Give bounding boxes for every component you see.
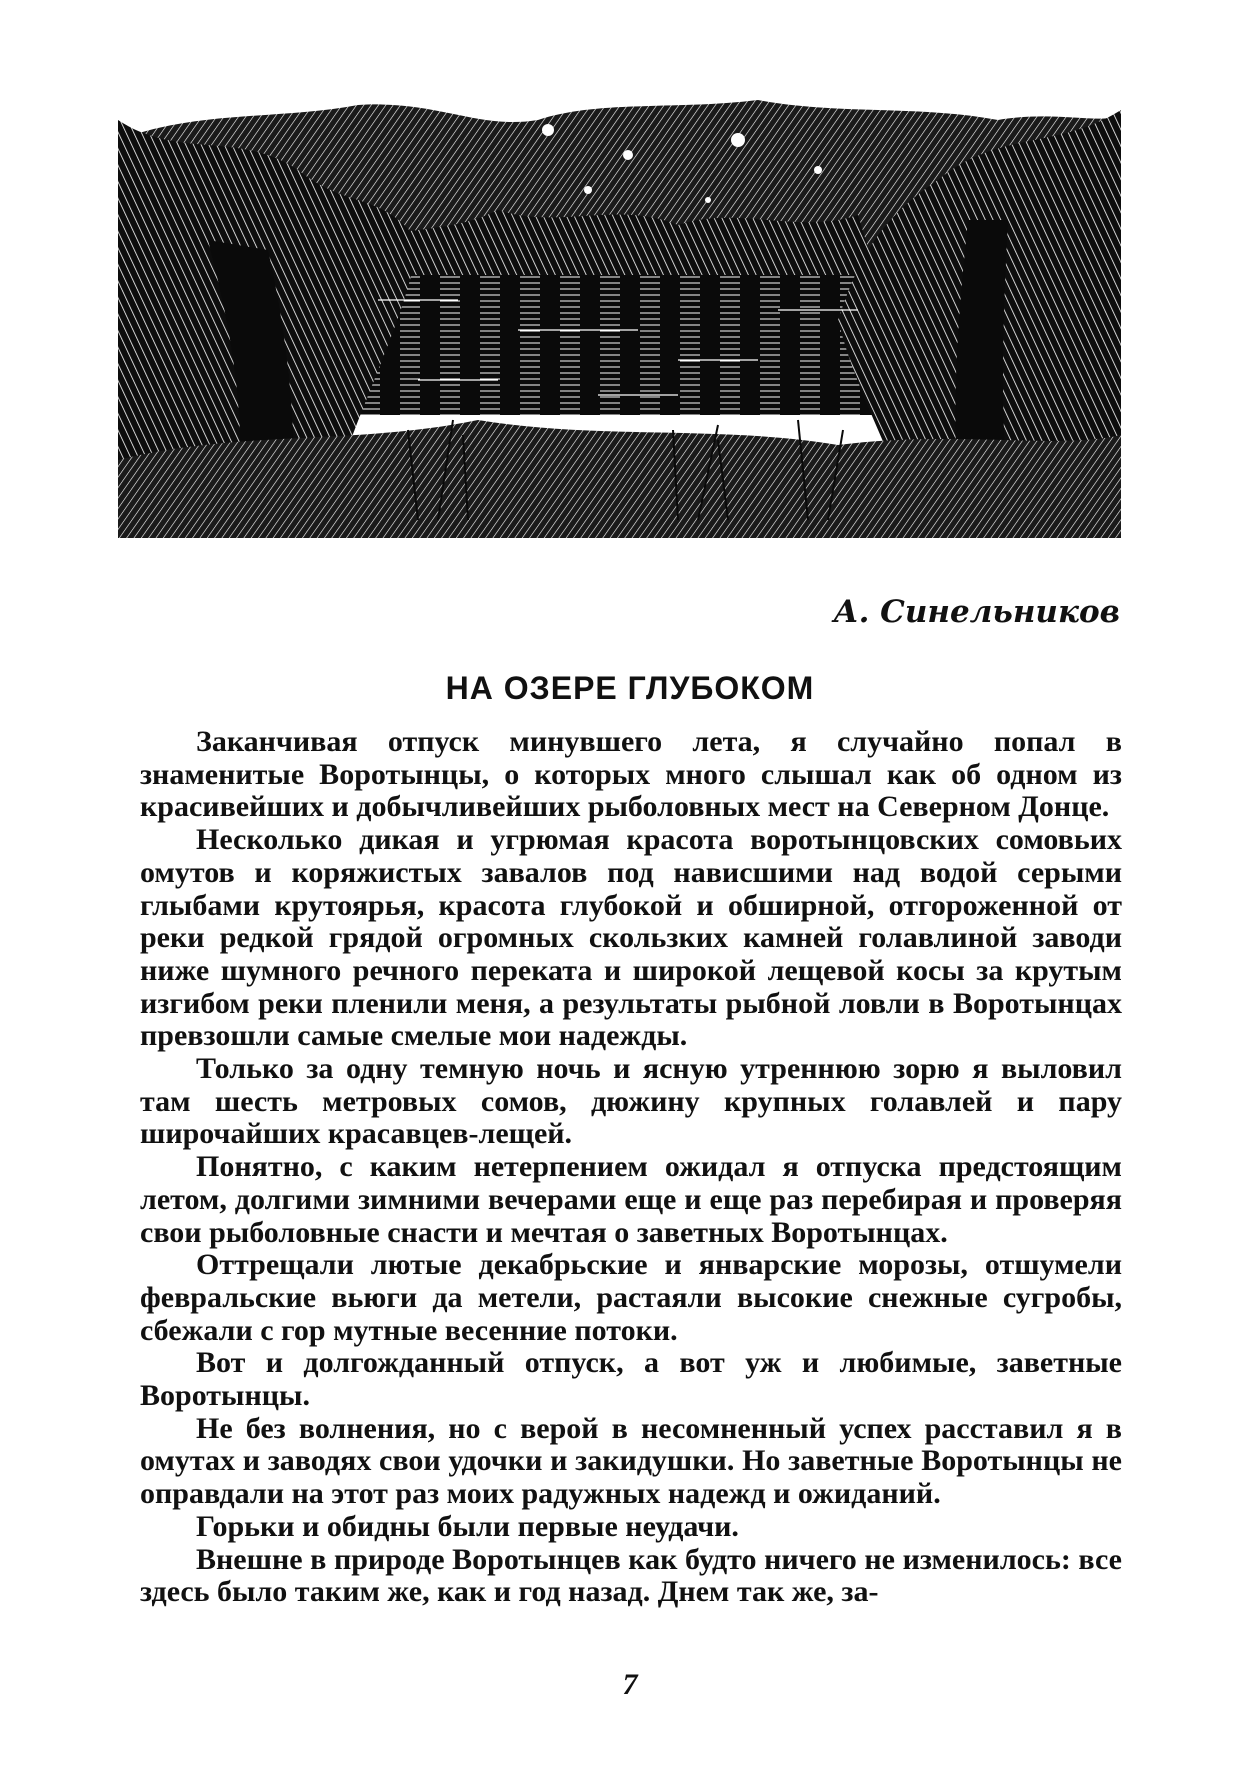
page-number: 7 [622,1668,638,1701]
paragraph: Только за одну темную ночь и ясную утреннюю зорю я выловил там шесть метровых сомов, дюжину крупных голавлей и пару широчайших красавцев-лещей. [140,1052,1122,1151]
paragraph: Понятно, с каким нетерпением ожидал я отпуска предстоящим летом, долгими зимними вечерами еще и еще раз перебирая и проверяя свои рыболовные снасти и мечтая о заветных Воротынцах. [140,1150,1122,1249]
chapter-title: НА ОЗЕРЕ ГЛУБОКОМ [445,670,815,706]
paragraph: Не без волнения, но с верой в несомненный успех расставил я в омутах и заводях свои удочки и закидушки. Но заветные Воротынцы не оправдали на этот раз моих радужных надежд и ожиданий. [140,1411,1122,1511]
paragraph: Внешне в природе Воротынцев как будто ничего не изменилось: все здесь было таким же, как и год назад. Днем так же, за- [140,1542,1122,1609]
paragraph: Оттрещали лютые декабрьские и январские морозы, отшумели февральские вьюги да метели, растаяли высокие снежные сугробы, сбежали с гор мутные весенние потоки. [140,1248,1122,1347]
author-name: А. Синельников [833,594,1120,630]
paragraph: Несколько дикая и угрюмая красота воротынцовских сомовьих омутов и коряжистых завалов под нависшими над водой серыми глыбами крутоярья, красота глубокой и обширной, отгороженной от реки редкой грядой огромных скользких камней голавлиной заводи ниже шумного речного переката и широкой лещевой косы за крутым изгибом реки пленили меня, а результаты рыбной ловли в Воротынцах превзошли самые смелые мои надежды. [140,823,1122,1053]
body-text [140,726,1122,1609]
paragraph: Вот и долгожданный отпуск, а вот уж и любимые, заветные Воротынцы. [140,1346,1122,1413]
paragraph: Заканчивая отпуск минувшего лета, я случайно попал в знаменитые Воротынцы, о которых много слышал как об одном из красивейших и добычливейших рыболовных мест на Северном Донце. [140,725,1122,824]
paragraph: Горьки и обидны были первые неудачи. [196,1509,739,1543]
forest-lake-engraving [118,100,1121,538]
